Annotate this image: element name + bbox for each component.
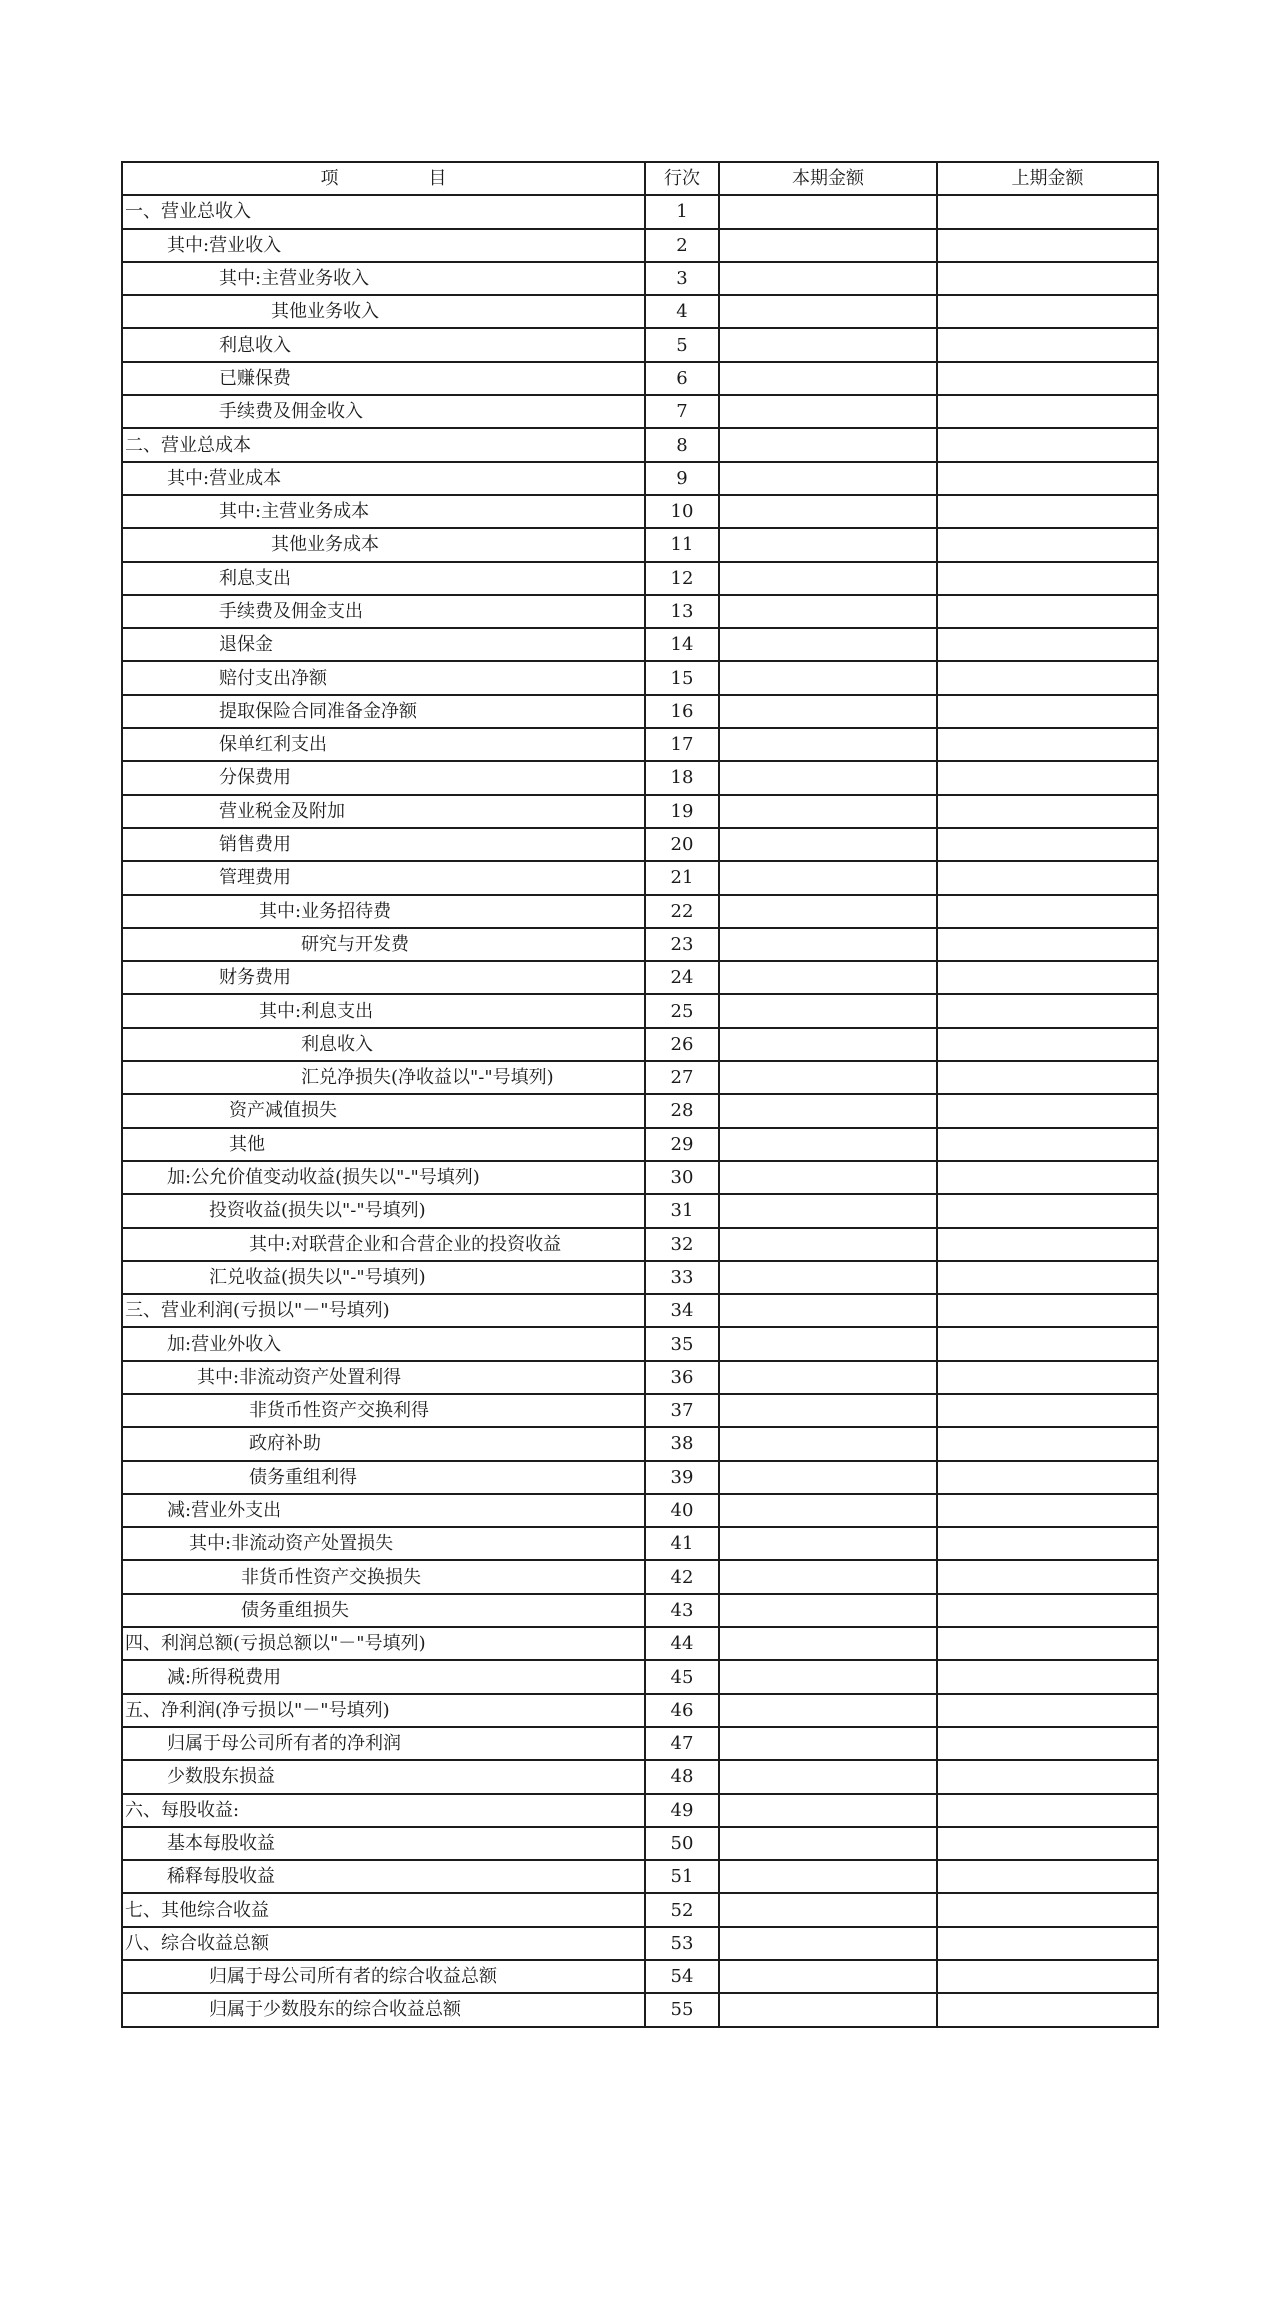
row-item-label: 归属于少数股东的综合收益总额 bbox=[122, 1993, 645, 2026]
row-line-number: 22 bbox=[645, 895, 719, 928]
table-row bbox=[122, 1993, 1158, 2026]
row-line-number: 28 bbox=[645, 1094, 719, 1127]
header-line-no: 行次 bbox=[645, 162, 719, 195]
row-item-label: 销售费用 bbox=[122, 828, 645, 861]
row-item-label: 财务费用 bbox=[122, 961, 645, 994]
previous-amount-cell[interactable] bbox=[937, 1261, 1158, 1294]
row-line-number: 24 bbox=[645, 961, 719, 994]
row-line-number: 12 bbox=[645, 562, 719, 595]
current-amount-cell[interactable] bbox=[719, 861, 937, 894]
table-row bbox=[122, 1760, 1158, 1793]
row-item-label: 利息收入 bbox=[122, 328, 645, 361]
current-amount-cell[interactable] bbox=[719, 1694, 937, 1727]
previous-amount-cell[interactable] bbox=[937, 1594, 1158, 1627]
row-line-number: 36 bbox=[645, 1361, 719, 1394]
current-amount-cell[interactable] bbox=[719, 994, 937, 1027]
previous-amount-cell[interactable] bbox=[937, 362, 1158, 395]
previous-amount-cell[interactable] bbox=[937, 728, 1158, 761]
current-amount-cell[interactable] bbox=[719, 562, 937, 595]
current-amount-cell[interactable] bbox=[719, 928, 937, 961]
current-amount-cell[interactable] bbox=[719, 1927, 937, 1960]
row-item-label: 归属于母公司所有者的净利润 bbox=[122, 1727, 645, 1760]
row-item-label: 六、每股收益: bbox=[122, 1794, 645, 1827]
current-amount-cell[interactable] bbox=[719, 1594, 937, 1627]
table-row bbox=[122, 1061, 1158, 1094]
row-line-number: 44 bbox=[645, 1627, 719, 1660]
previous-amount-cell[interactable] bbox=[937, 1094, 1158, 1127]
row-line-number: 15 bbox=[645, 661, 719, 694]
row-item-label: 其中:业务招待费 bbox=[122, 895, 645, 928]
current-amount-cell[interactable] bbox=[719, 1061, 937, 1094]
income-statement-table bbox=[121, 161, 1159, 2028]
previous-amount-cell[interactable] bbox=[937, 395, 1158, 428]
table-row bbox=[122, 395, 1158, 428]
row-line-number: 53 bbox=[645, 1927, 719, 1960]
row-line-number: 40 bbox=[645, 1494, 719, 1527]
previous-amount-cell[interactable] bbox=[937, 328, 1158, 361]
header-previous-amount: 上期金额 bbox=[937, 162, 1158, 195]
previous-amount-cell[interactable] bbox=[937, 994, 1158, 1027]
row-item-label: 利息收入 bbox=[122, 1028, 645, 1061]
row-line-number: 39 bbox=[645, 1461, 719, 1494]
previous-amount-cell[interactable] bbox=[937, 1694, 1158, 1727]
table-row bbox=[122, 928, 1158, 961]
table-row bbox=[122, 1261, 1158, 1294]
table-row bbox=[122, 1627, 1158, 1660]
previous-amount-cell[interactable] bbox=[937, 1427, 1158, 1460]
header-item: 项 目 bbox=[122, 162, 645, 195]
table-row bbox=[122, 994, 1158, 1027]
table-row bbox=[122, 1161, 1158, 1194]
row-item-label: 退保金 bbox=[122, 628, 645, 661]
table-row bbox=[122, 695, 1158, 728]
table-row bbox=[122, 1094, 1158, 1127]
table-row bbox=[122, 1594, 1158, 1627]
row-item-label: 已赚保费 bbox=[122, 362, 645, 395]
row-line-number: 7 bbox=[645, 395, 719, 428]
previous-amount-cell[interactable] bbox=[937, 1660, 1158, 1693]
current-amount-cell[interactable] bbox=[719, 761, 937, 794]
table-row bbox=[122, 229, 1158, 262]
table-row bbox=[122, 1427, 1158, 1460]
previous-amount-cell[interactable] bbox=[937, 661, 1158, 694]
table-row bbox=[122, 1893, 1158, 1926]
previous-amount-cell[interactable] bbox=[937, 1294, 1158, 1327]
row-item-label: 其中:利息支出 bbox=[122, 994, 645, 1027]
table-row bbox=[122, 528, 1158, 561]
previous-amount-cell[interactable] bbox=[937, 1461, 1158, 1494]
previous-amount-cell[interactable] bbox=[937, 1960, 1158, 1993]
row-item-label: 加:营业外收入 bbox=[122, 1327, 645, 1360]
row-item-label: 保单红利支出 bbox=[122, 728, 645, 761]
table-row bbox=[122, 1327, 1158, 1360]
current-amount-cell[interactable] bbox=[719, 1794, 937, 1827]
row-line-number: 49 bbox=[645, 1794, 719, 1827]
current-amount-cell[interactable] bbox=[719, 1128, 937, 1161]
row-line-number: 32 bbox=[645, 1228, 719, 1261]
previous-amount-cell[interactable] bbox=[937, 428, 1158, 461]
row-line-number: 4 bbox=[645, 295, 719, 328]
row-line-number: 2 bbox=[645, 229, 719, 262]
row-item-label: 归属于母公司所有者的综合收益总额 bbox=[122, 1960, 645, 1993]
row-line-number: 48 bbox=[645, 1760, 719, 1793]
previous-amount-cell[interactable] bbox=[937, 1627, 1158, 1660]
row-line-number: 45 bbox=[645, 1660, 719, 1693]
previous-amount-cell[interactable] bbox=[937, 1228, 1158, 1261]
table-row bbox=[122, 828, 1158, 861]
previous-amount-cell[interactable] bbox=[937, 1061, 1158, 1094]
row-line-number: 55 bbox=[645, 1993, 719, 2026]
row-line-number: 41 bbox=[645, 1527, 719, 1560]
previous-amount-cell[interactable] bbox=[937, 895, 1158, 928]
current-amount-cell[interactable] bbox=[719, 828, 937, 861]
row-line-number: 34 bbox=[645, 1294, 719, 1327]
current-amount-cell[interactable] bbox=[719, 1161, 937, 1194]
table-row bbox=[122, 1527, 1158, 1560]
row-item-label: 其中:主营业务收入 bbox=[122, 262, 645, 295]
row-item-label: 非货币性资产交换利得 bbox=[122, 1394, 645, 1427]
row-line-number: 51 bbox=[645, 1860, 719, 1893]
row-item-label: 其中:非流动资产处置损失 bbox=[122, 1527, 645, 1560]
table-row bbox=[122, 1960, 1158, 1993]
row-item-label: 债务重组损失 bbox=[122, 1594, 645, 1627]
current-amount-cell[interactable] bbox=[719, 1194, 937, 1227]
row-line-number: 10 bbox=[645, 495, 719, 528]
previous-amount-cell[interactable] bbox=[937, 961, 1158, 994]
row-line-number: 37 bbox=[645, 1394, 719, 1427]
row-item-label: 研究与开发费 bbox=[122, 928, 645, 961]
table-row bbox=[122, 562, 1158, 595]
row-item-label: 减:所得税费用 bbox=[122, 1660, 645, 1693]
previous-amount-cell[interactable] bbox=[937, 195, 1158, 228]
row-line-number: 23 bbox=[645, 928, 719, 961]
row-line-number: 1 bbox=[645, 195, 719, 228]
previous-amount-cell[interactable] bbox=[937, 1893, 1158, 1926]
row-line-number: 18 bbox=[645, 761, 719, 794]
table-row bbox=[122, 195, 1158, 228]
table-row bbox=[122, 1927, 1158, 1960]
row-item-label: 汇兑收益(损失以"-"号填列) bbox=[122, 1261, 645, 1294]
table-row bbox=[122, 1660, 1158, 1693]
table-row bbox=[122, 1827, 1158, 1860]
row-line-number: 47 bbox=[645, 1727, 719, 1760]
current-amount-cell[interactable] bbox=[719, 1527, 937, 1560]
row-item-label: 汇兑净损失(净收益以"-"号填列) bbox=[122, 1061, 645, 1094]
current-amount-cell[interactable] bbox=[719, 1461, 937, 1494]
current-amount-cell[interactable] bbox=[719, 528, 937, 561]
previous-amount-cell[interactable] bbox=[937, 761, 1158, 794]
table-row bbox=[122, 1394, 1158, 1427]
current-amount-cell[interactable] bbox=[719, 428, 937, 461]
current-amount-cell[interactable] bbox=[719, 795, 937, 828]
row-line-number: 26 bbox=[645, 1028, 719, 1061]
row-item-label: 其中:营业收入 bbox=[122, 229, 645, 262]
row-item-label: 基本每股收益 bbox=[122, 1827, 645, 1860]
table-row bbox=[122, 728, 1158, 761]
row-item-label: 其中:对联营企业和合营企业的投资收益 bbox=[122, 1228, 645, 1261]
current-amount-cell[interactable] bbox=[719, 1261, 937, 1294]
current-amount-cell[interactable] bbox=[719, 628, 937, 661]
table-row bbox=[122, 661, 1158, 694]
row-line-number: 20 bbox=[645, 828, 719, 861]
row-item-label: 利息支出 bbox=[122, 562, 645, 595]
current-amount-cell[interactable] bbox=[719, 1228, 937, 1261]
table-row bbox=[122, 1194, 1158, 1227]
table-row bbox=[122, 1694, 1158, 1727]
table-row bbox=[122, 262, 1158, 295]
row-line-number: 54 bbox=[645, 1960, 719, 1993]
row-item-label: 其中:非流动资产处置利得 bbox=[122, 1361, 645, 1394]
row-line-number: 21 bbox=[645, 861, 719, 894]
table-row bbox=[122, 595, 1158, 628]
row-item-label: 七、其他综合收益 bbox=[122, 1893, 645, 1926]
row-item-label: 其他业务成本 bbox=[122, 528, 645, 561]
current-amount-cell[interactable] bbox=[719, 595, 937, 628]
table-row bbox=[122, 961, 1158, 994]
row-line-number: 31 bbox=[645, 1194, 719, 1227]
current-amount-cell[interactable] bbox=[719, 1993, 937, 2026]
row-item-label: 二、营业总成本 bbox=[122, 428, 645, 461]
current-amount-cell[interactable] bbox=[719, 728, 937, 761]
row-item-label: 加:公允价值变动收益(损失以"-"号填列) bbox=[122, 1161, 645, 1194]
previous-amount-cell[interactable] bbox=[937, 828, 1158, 861]
row-line-number: 38 bbox=[645, 1427, 719, 1460]
row-item-label: 手续费及佣金收入 bbox=[122, 395, 645, 428]
table-row bbox=[122, 428, 1158, 461]
table-row bbox=[122, 1727, 1158, 1760]
current-amount-cell[interactable] bbox=[719, 362, 937, 395]
previous-amount-cell[interactable] bbox=[937, 928, 1158, 961]
row-line-number: 46 bbox=[645, 1694, 719, 1727]
table-row bbox=[122, 795, 1158, 828]
previous-amount-cell[interactable] bbox=[937, 495, 1158, 528]
previous-amount-cell[interactable] bbox=[937, 462, 1158, 495]
row-line-number: 6 bbox=[645, 362, 719, 395]
row-line-number: 11 bbox=[645, 528, 719, 561]
table-row bbox=[122, 1361, 1158, 1394]
current-amount-cell[interactable] bbox=[719, 1893, 937, 1926]
row-line-number: 16 bbox=[645, 695, 719, 728]
row-line-number: 50 bbox=[645, 1827, 719, 1860]
current-amount-cell[interactable] bbox=[719, 1394, 937, 1427]
previous-amount-cell[interactable] bbox=[937, 1161, 1158, 1194]
row-line-number: 35 bbox=[645, 1327, 719, 1360]
current-amount-cell[interactable] bbox=[719, 462, 937, 495]
row-item-label: 五、净利润(净亏损以"－"号填列) bbox=[122, 1694, 645, 1727]
row-item-label: 其中:营业成本 bbox=[122, 462, 645, 495]
current-amount-cell[interactable] bbox=[719, 295, 937, 328]
table-row bbox=[122, 628, 1158, 661]
row-item-label: 管理费用 bbox=[122, 861, 645, 894]
previous-amount-cell[interactable] bbox=[937, 1527, 1158, 1560]
table-row bbox=[122, 1228, 1158, 1261]
table-row bbox=[122, 761, 1158, 794]
header-current-amount: 本期金额 bbox=[719, 162, 937, 195]
current-amount-cell[interactable] bbox=[719, 1494, 937, 1527]
row-item-label: 分保费用 bbox=[122, 761, 645, 794]
row-item-label: 减:营业外支出 bbox=[122, 1494, 645, 1527]
table-row bbox=[122, 1028, 1158, 1061]
previous-amount-cell[interactable] bbox=[937, 562, 1158, 595]
current-amount-cell[interactable] bbox=[719, 1660, 937, 1693]
row-line-number: 17 bbox=[645, 728, 719, 761]
previous-amount-cell[interactable] bbox=[937, 229, 1158, 262]
row-item-label: 其他业务收入 bbox=[122, 295, 645, 328]
previous-amount-cell[interactable] bbox=[937, 528, 1158, 561]
row-item-label: 一、营业总收入 bbox=[122, 195, 645, 228]
table-row bbox=[122, 495, 1158, 528]
row-item-label: 营业税金及附加 bbox=[122, 795, 645, 828]
previous-amount-cell[interactable] bbox=[937, 1361, 1158, 1394]
row-item-label: 政府补助 bbox=[122, 1427, 645, 1460]
row-item-label: 资产减值损失 bbox=[122, 1094, 645, 1127]
table-row bbox=[122, 1128, 1158, 1161]
table-row bbox=[122, 1794, 1158, 1827]
previous-amount-cell[interactable] bbox=[937, 1128, 1158, 1161]
row-item-label: 其中:主营业务成本 bbox=[122, 495, 645, 528]
previous-amount-cell[interactable] bbox=[937, 1494, 1158, 1527]
current-amount-cell[interactable] bbox=[719, 961, 937, 994]
previous-amount-cell[interactable] bbox=[937, 595, 1158, 628]
previous-amount-cell[interactable] bbox=[937, 1760, 1158, 1793]
previous-amount-cell[interactable] bbox=[937, 795, 1158, 828]
row-line-number: 14 bbox=[645, 628, 719, 661]
current-amount-cell[interactable] bbox=[719, 1760, 937, 1793]
current-amount-cell[interactable] bbox=[719, 395, 937, 428]
current-amount-cell[interactable] bbox=[719, 229, 937, 262]
current-amount-cell[interactable] bbox=[719, 1094, 937, 1127]
previous-amount-cell[interactable] bbox=[937, 1727, 1158, 1760]
previous-amount-cell[interactable] bbox=[937, 1927, 1158, 1960]
table-row bbox=[122, 1560, 1158, 1593]
table-row bbox=[122, 1860, 1158, 1893]
row-item-label: 提取保险合同准备金净额 bbox=[122, 695, 645, 728]
table-row bbox=[122, 1494, 1158, 1527]
current-amount-cell[interactable] bbox=[719, 262, 937, 295]
table-body bbox=[122, 195, 1158, 2026]
current-amount-cell[interactable] bbox=[719, 1960, 937, 1993]
row-line-number: 43 bbox=[645, 1594, 719, 1627]
table-row bbox=[122, 362, 1158, 395]
row-item-label: 赔付支出净额 bbox=[122, 661, 645, 694]
current-amount-cell[interactable] bbox=[719, 895, 937, 928]
current-amount-cell[interactable] bbox=[719, 1627, 937, 1660]
row-item-label: 稀释每股收益 bbox=[122, 1860, 645, 1893]
current-amount-cell[interactable] bbox=[719, 1827, 937, 1860]
row-line-number: 8 bbox=[645, 428, 719, 461]
row-line-number: 27 bbox=[645, 1061, 719, 1094]
row-line-number: 19 bbox=[645, 795, 719, 828]
row-item-label: 三、营业利润(亏损以"－"号填列) bbox=[122, 1294, 645, 1327]
row-item-label: 投资收益(损失以"-"号填列) bbox=[122, 1194, 645, 1227]
previous-amount-cell[interactable] bbox=[937, 1394, 1158, 1427]
current-amount-cell[interactable] bbox=[719, 1560, 937, 1593]
previous-amount-cell[interactable] bbox=[937, 1194, 1158, 1227]
current-amount-cell[interactable] bbox=[719, 695, 937, 728]
previous-amount-cell[interactable] bbox=[937, 262, 1158, 295]
table-row bbox=[122, 895, 1158, 928]
current-amount-cell[interactable] bbox=[719, 328, 937, 361]
header-row bbox=[122, 162, 1158, 195]
current-amount-cell[interactable] bbox=[719, 1028, 937, 1061]
table-row bbox=[122, 1461, 1158, 1494]
current-amount-cell[interactable] bbox=[719, 1294, 937, 1327]
current-amount-cell[interactable] bbox=[719, 661, 937, 694]
current-amount-cell[interactable] bbox=[719, 1427, 937, 1460]
previous-amount-cell[interactable] bbox=[937, 295, 1158, 328]
current-amount-cell[interactable] bbox=[719, 495, 937, 528]
current-amount-cell[interactable] bbox=[719, 1860, 937, 1893]
current-amount-cell[interactable] bbox=[719, 195, 937, 228]
row-line-number: 13 bbox=[645, 595, 719, 628]
row-line-number: 5 bbox=[645, 328, 719, 361]
previous-amount-cell[interactable] bbox=[937, 695, 1158, 728]
previous-amount-cell[interactable] bbox=[937, 1827, 1158, 1860]
table-row bbox=[122, 295, 1158, 328]
row-line-number: 30 bbox=[645, 1161, 719, 1194]
previous-amount-cell[interactable] bbox=[937, 1560, 1158, 1593]
row-item-label: 手续费及佣金支出 bbox=[122, 595, 645, 628]
row-item-label: 其他 bbox=[122, 1128, 645, 1161]
previous-amount-cell[interactable] bbox=[937, 628, 1158, 661]
current-amount-cell[interactable] bbox=[719, 1361, 937, 1394]
previous-amount-cell[interactable] bbox=[937, 1028, 1158, 1061]
row-item-label: 少数股东损益 bbox=[122, 1760, 645, 1793]
table-row bbox=[122, 462, 1158, 495]
row-line-number: 52 bbox=[645, 1893, 719, 1926]
current-amount-cell[interactable] bbox=[719, 1327, 937, 1360]
previous-amount-cell[interactable] bbox=[937, 1794, 1158, 1827]
row-line-number: 29 bbox=[645, 1128, 719, 1161]
row-item-label: 非货币性资产交换损失 bbox=[122, 1560, 645, 1593]
row-line-number: 33 bbox=[645, 1261, 719, 1294]
previous-amount-cell[interactable] bbox=[937, 861, 1158, 894]
row-line-number: 42 bbox=[645, 1560, 719, 1593]
current-amount-cell[interactable] bbox=[719, 1727, 937, 1760]
previous-amount-cell[interactable] bbox=[937, 1860, 1158, 1893]
previous-amount-cell[interactable] bbox=[937, 1327, 1158, 1360]
row-item-label: 四、利润总额(亏损总额以"－"号填列) bbox=[122, 1627, 645, 1660]
row-line-number: 3 bbox=[645, 262, 719, 295]
table-row bbox=[122, 861, 1158, 894]
row-item-label: 八、综合收益总额 bbox=[122, 1927, 645, 1960]
row-line-number: 25 bbox=[645, 994, 719, 1027]
row-line-number: 9 bbox=[645, 462, 719, 495]
table-row bbox=[122, 328, 1158, 361]
row-item-label: 债务重组利得 bbox=[122, 1461, 645, 1494]
previous-amount-cell[interactable] bbox=[937, 1993, 1158, 2026]
table-row bbox=[122, 1294, 1158, 1327]
